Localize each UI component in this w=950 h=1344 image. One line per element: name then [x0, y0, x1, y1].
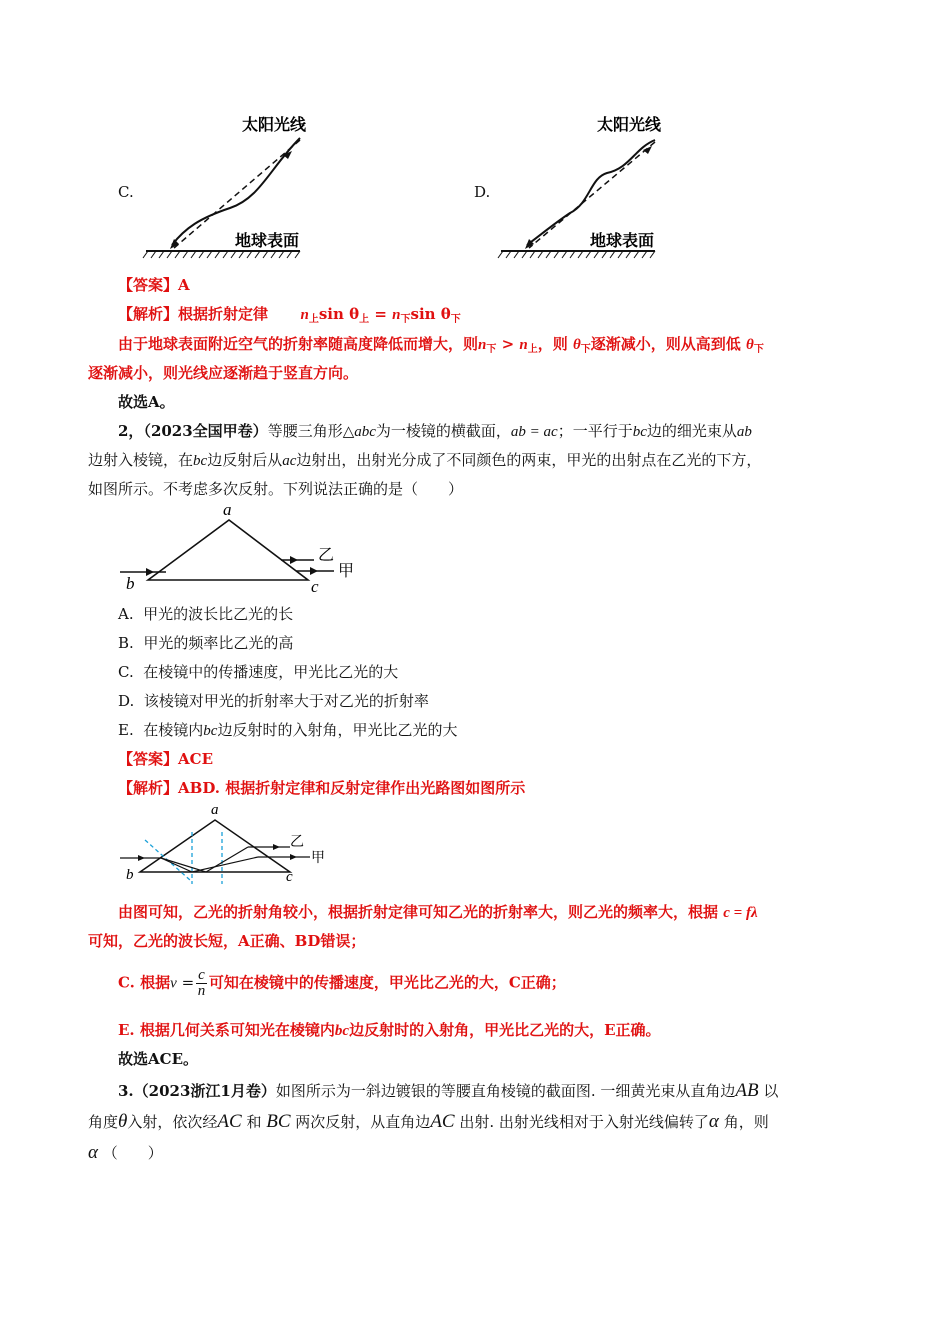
figure-c-ground-label: 地球表面: [235, 233, 300, 250]
q2-answer: ACE: [178, 750, 214, 768]
q1-answer: A: [178, 276, 190, 294]
svg-text:乙: 乙: [290, 835, 304, 850]
q2-explanation-line-1: 由图可知，乙光的折射角较小，根据折射定律可知乙光的折射率大，则乙光的频率大，根据 c = fλ: [118, 903, 758, 921]
q2-explanation-line-3: C. 根据v = $\frac{c}{n}$ 可知在棱镜中的传播速度，甲光比乙光的大，C正确；: [118, 967, 566, 999]
figure-d-ground-label: 地球表面: [590, 233, 655, 250]
figure-c-sunlight-diagram: [140, 108, 315, 263]
option-c-label: C.: [118, 183, 134, 201]
q2-option-b: B. 甲光的频率比乙光的高: [118, 634, 294, 652]
q2-analysis-line: 【解析】ABD. 根据折射定律和反射定律作出光路图如图所示: [118, 779, 526, 797]
figure-c-sun-label: 太阳光线: [242, 117, 307, 134]
q1-answer-line: [118, 274, 190, 296]
q2-fig-yi-label: 乙: [318, 547, 335, 564]
q2-fig-vertex-c: c: [311, 577, 319, 595]
q1-analysis-line: 【解析】根据折射定律 $n_上\sin$ $\theta_上 = n_下\sin$ $\theta_下$: [118, 305, 461, 325]
q3-stem-line-1: 3.（2023浙江1月卷）如图所示为一斜边镀银的等腰直角棱镜的截面图. 一细黄光束从直角边AB 以: [118, 1080, 779, 1101]
figure-c-dashed-line: [174, 140, 300, 248]
q2-source: （2023全国甲卷）: [143, 422, 268, 440]
q2-answer-line: 【答案】ACE: [118, 750, 214, 768]
q2-stem-line-2: 边射入棱镜，在bc边反射后从ac边射出，出射光分成了不同颜色的两束，甲光的出射点在乙光的下方，: [88, 451, 762, 469]
q3-source: （2023浙江1月卷）: [133, 1082, 276, 1100]
q1-analysis-tag: 【解析】: [118, 305, 179, 323]
q2-option-a: A. 甲光的波长比乙光的长: [118, 605, 294, 623]
q2-explanation-line-2: 可知，乙光的波长短，A正确、BD错误；: [88, 932, 366, 950]
q2-stem-line-1: 2，（2023全国甲卷）等腰三角形△abc为一棱镜的横截面，ab = ac；一平行于bc边的细光束从ab: [118, 422, 752, 440]
figure-d-sun-label: 太阳光线: [597, 117, 662, 134]
q2-fig-vertex-b: b: [126, 574, 135, 593]
q1-analysis-lead: 根据折射定律: [178, 305, 269, 323]
svg-text:a: a: [211, 802, 219, 818]
q2-option-d: D. 该棱镜对甲光的折射率大于对乙光的折射率: [118, 692, 429, 710]
q3-stem-line-2: 角度θ入射，依次经AC 和 BC 两次反射，从直角边AC 出射. 出射光线相对于入射光线偏转了α 角，则: [88, 1111, 769, 1132]
q2-conclusion: 故选ACE。: [118, 1050, 199, 1068]
q2-option-c: C. 在棱镜中的传播速度，甲光比乙光的大: [118, 663, 399, 681]
q2-option-e: E. 在棱镜内bc边反射时的入射角，甲光比乙光的大: [118, 721, 458, 739]
figure-d-light-ray: [527, 140, 655, 245]
q1-explanation-line-1: 由于地球表面附近空气的折射率随高度降低而增大，则$n_下 > n_上$，则 $\theta_下$逐渐减小，则从高到低 $\theta_下$: [118, 335, 764, 355]
q1-conclusion: 故选A。: [118, 393, 175, 411]
svg-text:b: b: [126, 867, 134, 883]
figure-c-light-ray: [172, 138, 300, 245]
q1-explanation-line-2: 逐渐减小，则光线应逐渐趋于竖直方向。: [88, 364, 359, 382]
option-d-label: D.: [474, 183, 491, 201]
q2-ray-prism-triangle: [140, 820, 290, 872]
q2-fig-jia-label: 甲: [338, 563, 355, 580]
q3-number: 3.: [118, 1082, 134, 1100]
svg-text:c: c: [286, 869, 293, 885]
q3-stem-line-3: α （ ）: [88, 1142, 163, 1163]
q2-prism-triangle: [148, 520, 308, 580]
q2-fig-vertex-a: a: [223, 500, 232, 519]
figure-d-sunlight-diagram: [495, 108, 670, 263]
q2-prism-figure: [118, 500, 368, 595]
q2-number: 2，: [118, 422, 144, 440]
svg-text:甲: 甲: [311, 851, 325, 866]
q2-explanation-line-4: E. 根据几何关系可知光在棱镜内bc边反射时的入射角，甲光比乙光的大，E正确。: [118, 1021, 661, 1039]
q2-stem-line-3: 如图所示。不考虑多次反射。下列说法正确的是（ ）: [88, 480, 464, 498]
q1-answer-tag: 【答案】: [118, 276, 179, 294]
q2-ray-path-figure: [118, 800, 343, 885]
velocity-fraction: $\frac{c}{n}$: [197, 967, 206, 999]
